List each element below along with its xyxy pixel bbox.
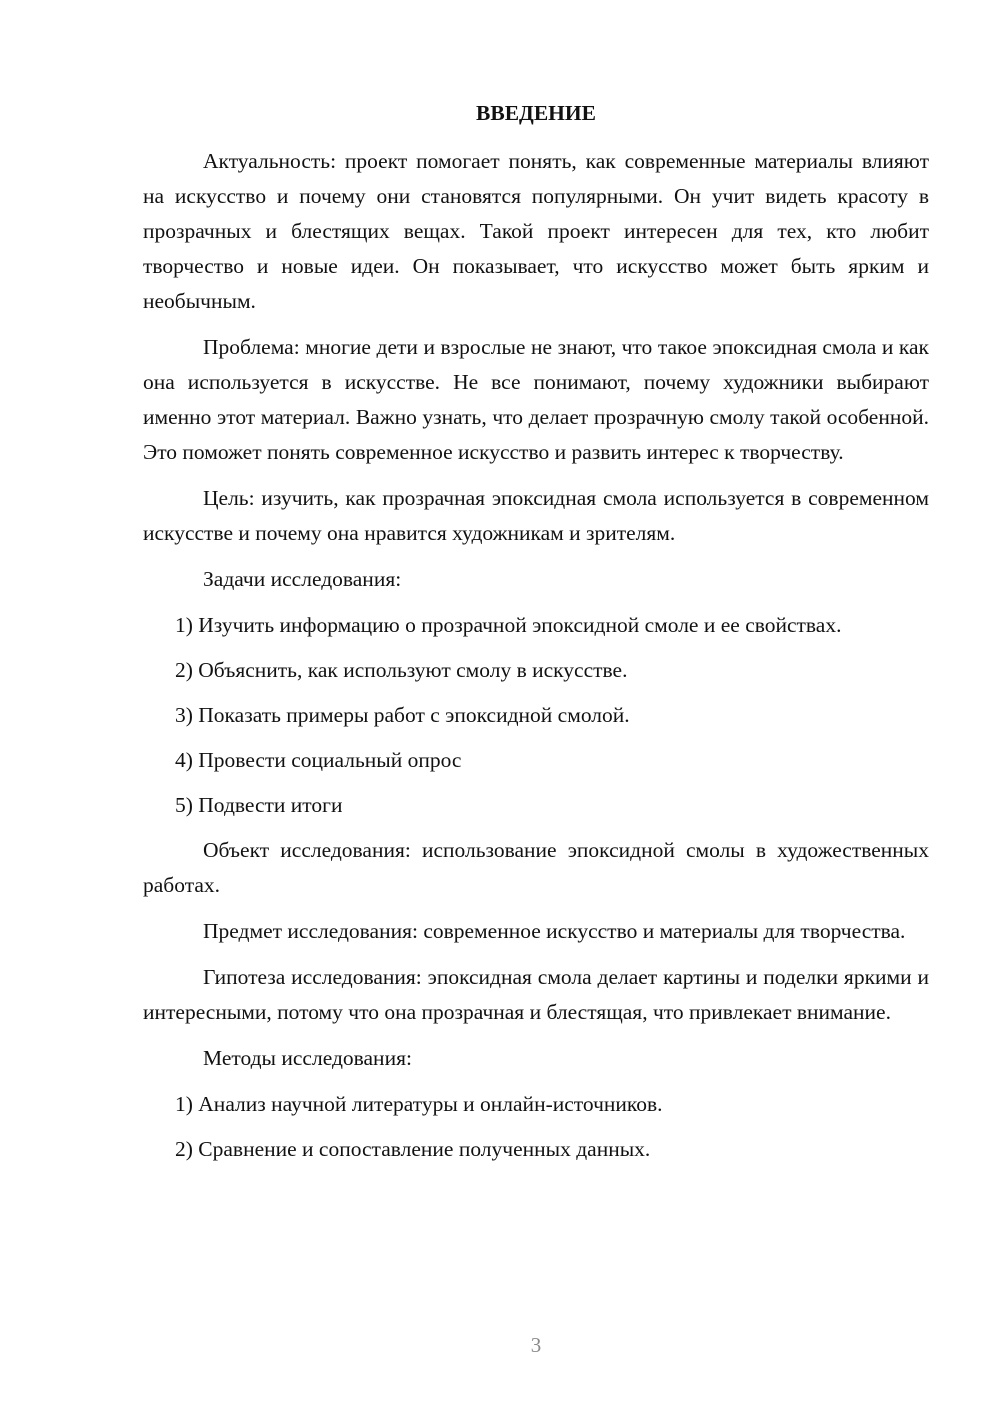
task-item-2: 2) Объяснить, как используют смолу в искусстве. xyxy=(175,658,628,682)
task-item-1: 1) Изучить информацию о прозрачной эпоксидной смоле и ее свойствах. xyxy=(175,613,842,637)
task-item-4: 4) Провести социальный опрос xyxy=(175,748,462,772)
method-item-2: 2) Сравнение и сопоставление полученных данных. xyxy=(175,1137,651,1161)
task-item-3: 3) Показать примеры работ с эпоксидной смолой. xyxy=(175,703,630,727)
methods-title: Методы исследования: xyxy=(203,1046,412,1070)
page-content xyxy=(143,96,929,1177)
page-number: 3 xyxy=(530,1333,542,1357)
subject-paragraph: Предмет исследования: современное искусство и материалы для творчества. xyxy=(203,919,906,943)
task-item-5: 5) Подвести итоги xyxy=(175,793,343,817)
method-item-1: 1) Анализ научной литературы и онлайн-источников. xyxy=(175,1092,663,1116)
problem-paragraph: Проблема: многие дети и взрослые не знают, что такое эпоксидная смола и как она используется в искусстве. Не все понимают, почему художники выбирают именно этот материал. Важно узнать, что делает прозрачную смолу такой особенной. Это поможет понять современное искусство и развить интерес к творчеству. xyxy=(143,335,929,464)
section-heading: ВВЕДЕНИЕ xyxy=(476,101,596,125)
hypothesis-paragraph: Гипотеза исследования: эпоксидная смола делает картины и поделки яркими и интересными, потому что она прозрачная и блестящая, что привлекает внимание. xyxy=(143,965,929,1024)
relevance-paragraph: Актуальность: проект помогает понять, как современные материалы влияют на искусство и почему они становятся популярными. Он учит видеть красоту в прозрачных и блестящих вещах. Такой проект интересен для тех, кто любит творчество и новые идеи. Он показывает, что искусство может быть ярким и необычным. xyxy=(143,149,929,313)
tasks-title: Задачи исследования: xyxy=(203,567,402,591)
goal-paragraph: Цель: изучить, как прозрачная эпоксидная смола используется в современном искусстве и почему она нравится художникам и зрителям. xyxy=(143,486,929,545)
object-paragraph: Объект исследования: использование эпоксидной смолы в художественных работах. xyxy=(143,838,929,897)
